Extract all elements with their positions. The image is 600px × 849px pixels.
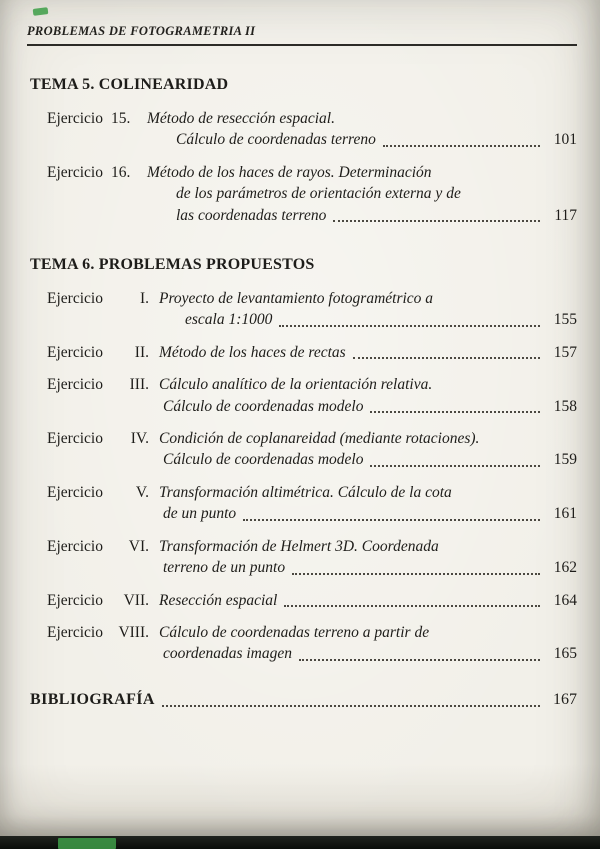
entry-title-line: Condición de coplanareidad (mediante rotaciones). xyxy=(159,430,480,448)
toc-entry-line xyxy=(47,449,577,470)
scan-green-strip xyxy=(58,838,116,849)
dot-leader xyxy=(370,411,540,413)
entry-page-number: 165 xyxy=(553,645,577,663)
entry-title-line: terreno de un punto xyxy=(163,559,286,577)
entry-label: Ejercicio xyxy=(47,110,103,127)
entry-title-line: Método de los haces de rectas xyxy=(159,343,346,361)
dot-leader xyxy=(353,357,540,359)
toc-entry-line xyxy=(47,108,577,129)
toc-entry-line xyxy=(47,482,577,503)
dot-leader xyxy=(383,145,540,147)
toc-section-tema-6 xyxy=(27,255,577,665)
entry-number: 15. xyxy=(111,110,131,127)
entry-label: Ejercicio xyxy=(47,483,103,501)
running-header: PROBLEMAS DE FOTOGRAMETRIA II xyxy=(27,24,577,46)
toc-entry xyxy=(47,374,577,417)
toc-entry-line xyxy=(47,536,577,557)
dot-leader xyxy=(162,705,540,707)
entry-label: Ejercicio xyxy=(47,591,103,609)
entry-page-number: 159 xyxy=(553,451,577,469)
page-content xyxy=(27,24,577,711)
entry-number: VIII. xyxy=(118,623,149,641)
entry-label: Ejercicio xyxy=(47,623,103,641)
entry-label: Ejercicio xyxy=(47,290,103,308)
section-heading-tema-5: TEMA 5. COLINEARIDAD xyxy=(30,76,229,93)
toc-entry-line xyxy=(47,342,577,363)
toc-entry xyxy=(47,536,577,579)
toc-entry-line xyxy=(47,129,577,150)
toc-entry-line xyxy=(47,396,577,417)
entry-title-line: Método de resección espacial. xyxy=(147,110,335,127)
entry-number: I. xyxy=(139,290,149,308)
entry-page-number: 117 xyxy=(554,206,577,224)
entry-number: IV. xyxy=(130,430,149,448)
dot-leader xyxy=(299,659,540,661)
scan-green-mark xyxy=(33,7,49,16)
toc-entry xyxy=(47,428,577,471)
entry-number: V. xyxy=(135,483,149,501)
entry-title-line: Cálculo de coordenadas modelo xyxy=(163,451,364,469)
toc-entry-line xyxy=(47,374,577,395)
entry-title-line: coordenadas imagen xyxy=(163,645,293,663)
toc-entry xyxy=(47,590,577,611)
toc-entry-line xyxy=(47,428,577,449)
toc-entry xyxy=(47,108,577,151)
dot-leader xyxy=(279,325,540,327)
toc-entry-line xyxy=(47,622,577,643)
entry-label: Ejercicio xyxy=(47,537,103,555)
dot-leader xyxy=(333,220,540,222)
toc-entry-line xyxy=(47,590,577,611)
toc-entry xyxy=(47,162,577,226)
toc-entry-list xyxy=(47,108,577,226)
entry-title-line: Proyecto de levantamiento fotogramétrico a xyxy=(159,290,434,308)
entry-page-number: 162 xyxy=(553,559,577,577)
toc-entry-line xyxy=(47,557,577,578)
entry-page-number: 161 xyxy=(553,505,577,523)
toc-section-tema-5 xyxy=(27,75,577,226)
toc-entry-line xyxy=(47,183,577,204)
entry-page-number: 164 xyxy=(553,591,577,609)
entry-title-line: Transformación de Helmert 3D. Coordenada xyxy=(159,537,439,555)
entry-page-number: 101 xyxy=(553,131,577,149)
entry-title-line: de los parámetros de orientación externa y de xyxy=(176,185,461,203)
dot-leader xyxy=(243,519,540,521)
toc-entry-list xyxy=(47,288,577,665)
entry-title-line: Cálculo de coordenadas terreno a partir de xyxy=(159,623,430,641)
dot-leader xyxy=(370,465,540,467)
toc-entry-line xyxy=(47,309,577,330)
entry-label: Ejercicio xyxy=(47,163,103,181)
toc-entry-line xyxy=(47,288,577,309)
section-heading-tema-6: TEMA 6. PROBLEMAS PROPUESTOS xyxy=(30,256,315,274)
entry-number: VII. xyxy=(123,591,149,609)
toc-entry-line xyxy=(47,503,577,524)
entry-number: III. xyxy=(129,376,149,394)
entry-title-line: Transformación altimétrica. Cálculo de la cota xyxy=(159,483,452,501)
dot-leader xyxy=(292,573,540,575)
toc-entry xyxy=(47,288,577,331)
toc-entry-line xyxy=(47,162,577,183)
bibliography-page-number: 167 xyxy=(553,690,577,708)
entry-number: II. xyxy=(134,343,149,361)
toc-entry-line xyxy=(47,643,577,664)
entry-label: Ejercicio xyxy=(47,343,103,361)
scan-edge-bar xyxy=(0,836,600,849)
toc-entry xyxy=(47,482,577,525)
dot-leader xyxy=(284,605,540,607)
entry-number: VI. xyxy=(128,537,149,555)
entry-title-line: Cálculo analítico de la orientación relativa. xyxy=(159,376,433,394)
entry-title-line: de un punto xyxy=(163,505,237,523)
entry-title-line: Método de los haces de rayos. Determinación xyxy=(147,163,432,181)
entry-number: 16. xyxy=(111,163,131,181)
entry-title-line: escala 1:1000 xyxy=(185,311,273,329)
entry-title-line: Cálculo de coordenadas modelo xyxy=(163,397,364,415)
entry-title-line: las coordenadas terreno xyxy=(176,206,327,224)
entry-label: Ejercicio xyxy=(47,430,103,448)
entry-title-line: Resección espacial xyxy=(159,591,278,609)
entry-title-line: Cálculo de coordenadas terreno xyxy=(176,131,376,149)
entry-page-number: 158 xyxy=(553,397,577,415)
toc-entry xyxy=(47,622,577,665)
bibliography-label: BIBLIOGRAFÍA xyxy=(30,690,155,708)
entry-page-number: 155 xyxy=(553,311,577,329)
toc-entry-line xyxy=(47,205,577,226)
entry-page-number: 157 xyxy=(553,343,577,361)
toc-entry xyxy=(47,342,577,363)
entry-label: Ejercicio xyxy=(47,376,103,394)
bibliography-row xyxy=(30,689,577,711)
